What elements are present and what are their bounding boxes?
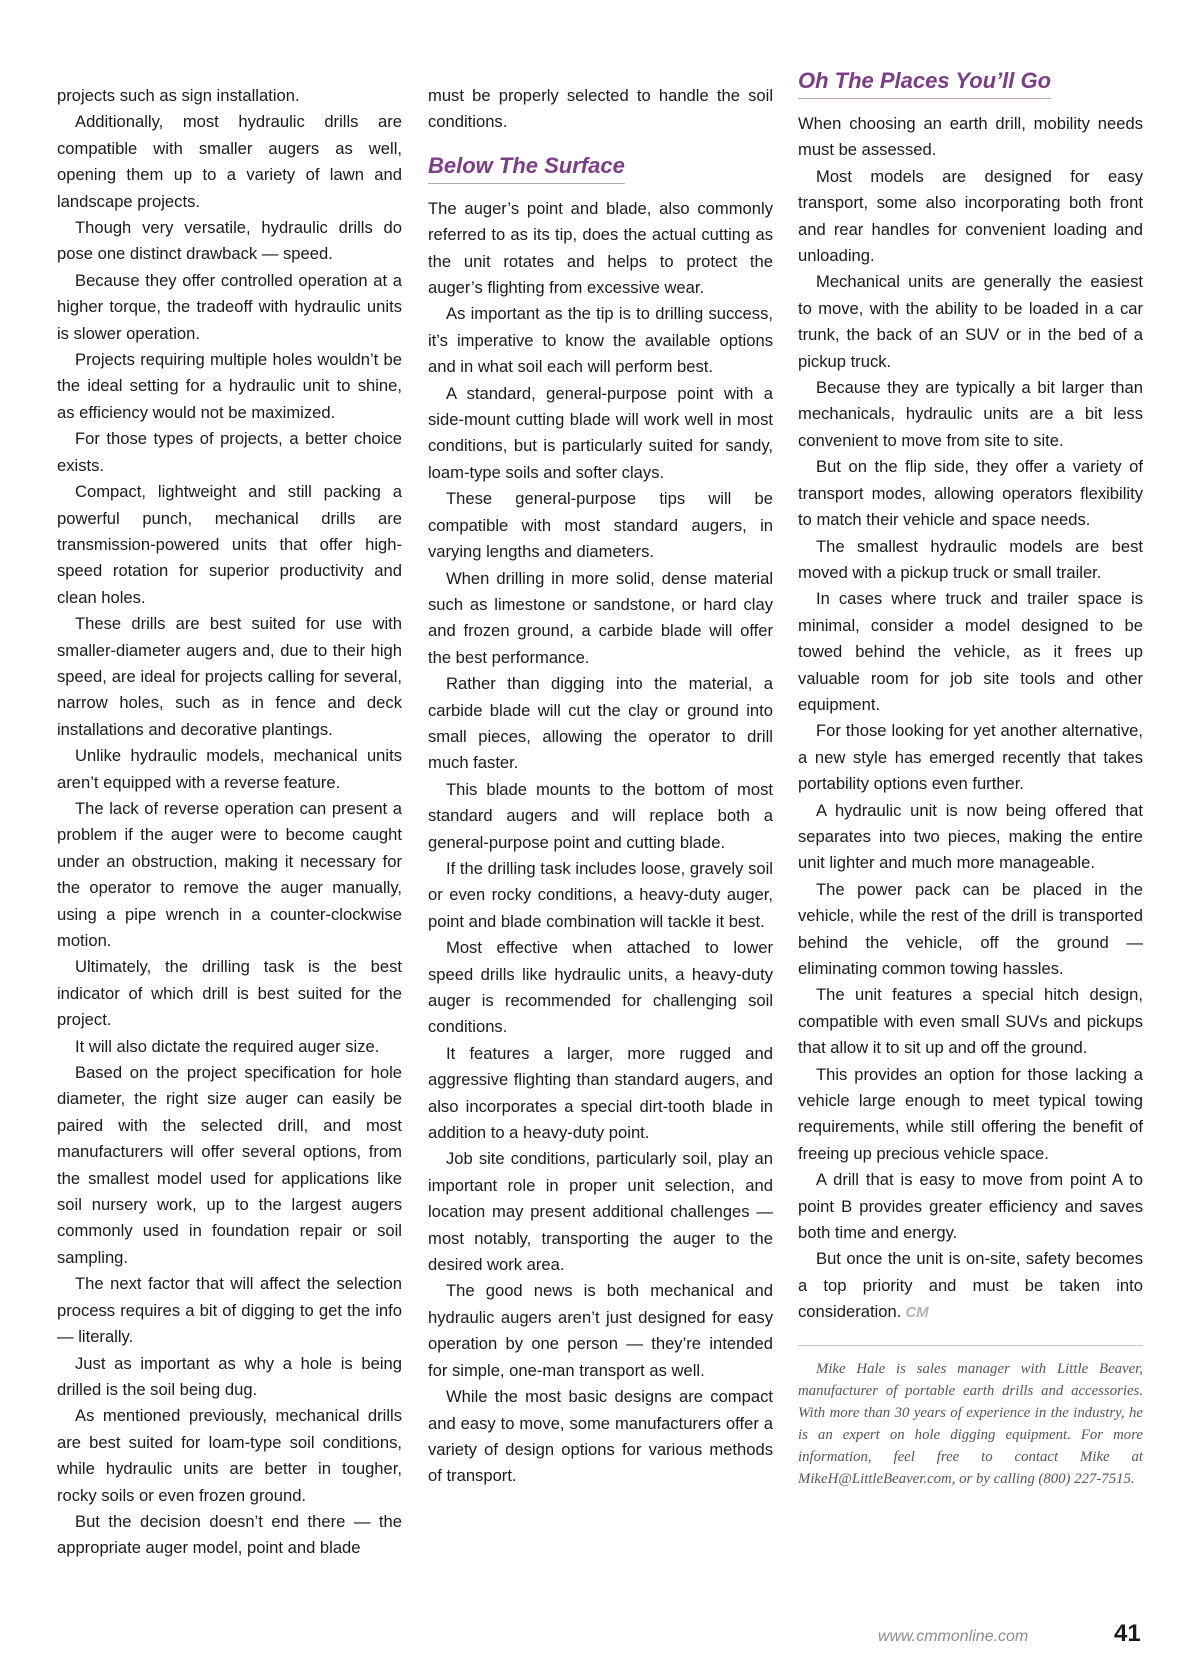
end-mark: CM <box>905 1304 929 1322</box>
paragraph: projects such as sign installation. <box>57 86 300 105</box>
paragraph: Based on the project specification for hole diameter, the right size auger can easily be paired with the selected drill, and most manufacturers will offer several options, from the smallest model used for applications like soil nursery work, up to the largest augers commonly used in foundation repair or soil sampling. <box>57 1063 402 1267</box>
paragraph: The smallest hydraulic models are best moved with a pickup truck or small trailer. <box>798 536 1143 582</box>
paragraph: A standard, general-purpose point with a side-mount cutting blade will work well in most conditions, but is particularly suited for sandy, loam-type soils and softer clays. <box>428 383 773 482</box>
paragraph: Because they offer controlled operation at a higher torque, the tradeoff with hydraulic units is slower operation. <box>57 270 402 343</box>
paragraph: Rather than digging into the material, a carbide blade will cut the clay or ground into small pieces, allowing the operator to drill much faster. <box>428 674 773 773</box>
paragraph: It features a larger, more rugged and aggressive flighting than standard augers, and also incorporates a special dirt-tooth blade in addition to a heavy-duty point. <box>428 1043 773 1143</box>
paragraph: These general-purpose tips will be compatible with most standard augers, in varying lengths and diameters. <box>428 489 773 562</box>
paragraph: This blade mounts to the bottom of most standard augers and will replace both a general-purpose point and cutting blade. <box>428 779 773 852</box>
paragraph: When choosing an earth drill, mobility needs must be assessed. <box>798 114 1143 160</box>
column-2 <box>428 83 773 1490</box>
paragraph: must be properly selected to handle the soil conditions. <box>428 86 773 132</box>
section-heading-below-the-surface: Below The Surface <box>428 152 625 184</box>
paragraph: Most models are designed for easy transport, some also incorporating both front and rear handles for convenient loading and unloading. <box>798 166 1143 266</box>
paragraph: Job site conditions, particularly soil, play an important role in proper unit selection, and location may present additional challenges — most notably, transporting the auger to the desired work area. <box>428 1149 773 1275</box>
paragraph: As mentioned previously, mechanical drills are best suited for loam-type soil conditions, while hydraulic units are better in tougher, rocky soils or even frozen ground. <box>57 1406 402 1505</box>
paragraph: These drills are best suited for use with smaller-diameter augers and, due to their high speed, are ideal for projects calling for several, narrow holes, such as in fence and deck installations and decorative plantings. <box>57 614 402 739</box>
column-1 <box>57 83 402 1562</box>
divider <box>798 1345 1143 1346</box>
paragraph: The power pack can be placed in the vehicle, while the rest of the drill is transported behind the vehicle, off the ground — eliminating common towing hassles. <box>798 879 1143 978</box>
paragraph: For those types of projects, a better choice exists. <box>57 429 402 475</box>
paragraph: Compact, lightweight and still packing a powerful punch, mechanical drills are transmission-powered units that offer high-speed rotation for superior productivity and clean holes. <box>57 482 402 607</box>
paragraph: While the most basic designs are compact and easy to move, some manufacturers offer a variety of design options for various methods of transport. <box>428 1387 773 1486</box>
paragraph: The lack of reverse operation can present a problem if the auger were to become caught under an obstruction, making it necessary for the operator to remove the auger manually, using a pipe wrench in a counter-clockwise motion. <box>57 798 402 950</box>
section-heading-oh-the-places: Oh The Places You’ll Go <box>798 67 1051 99</box>
paragraph: The next factor that will affect the selection process requires a bit of digging to get the info — literally. <box>57 1274 402 1347</box>
paragraph: It will also dictate the required auger size. <box>75 1036 380 1056</box>
paragraph: A drill that is easy to move from point A to point B provides greater efficiency and saves both time and energy. <box>798 1170 1143 1243</box>
paragraph: In cases where truck and trailer space is minimal, consider a model designed to be towed behind the vehicle, as it frees up valuable room for job site tools and other equipment. <box>798 589 1143 714</box>
paragraph: But the decision doesn’t end there — the appropriate auger model, point and blade <box>57 1511 402 1558</box>
paragraph: As important as the tip is to drilling success, it’s imperative to know the available options and in what soil each will perform best. <box>428 304 773 377</box>
paragraph: The auger’s point and blade, also commonly referred to as its tip, does the actual cutting as the unit rotates and helps to protect the auger’s flighting from excessive wear. <box>428 198 773 298</box>
paragraph: This provides an option for those lacking a vehicle large enough to meet typical towing requirements, while still offering the benefit of freeing up precious vehicle space. <box>798 1064 1143 1163</box>
paragraph: The good news is both mechanical and hydraulic augers aren’t just designed for easy operation by one person — they’re intended for simple, one-man transport as well. <box>428 1281 773 1380</box>
paragraph: Because they are typically a bit larger than mechanicals, hydraulic units are a bit less convenient to move from site to site. <box>798 378 1143 450</box>
paragraph: For those looking for yet another alternative, a new style has emerged recently that takes portability options even further. <box>798 721 1143 794</box>
paragraph: When drilling in more solid, dense material such as limestone or sandstone, or hard clay and frozen ground, a carbide blade will offer the best performance. <box>428 568 773 667</box>
page-number: 41 <box>1114 1620 1141 1647</box>
paragraph: Unlike hydraulic models, mechanical units aren’t equipped with a reverse feature. <box>57 746 402 792</box>
paragraph-last-text: But once the unit is on-site, safety becomes a top priority and must be taken into consideration. <box>798 1249 1143 1322</box>
paragraph-last <box>798 1246 1143 1326</box>
paragraph: Most effective when attached to lower speed drills like hydraulic units, a heavy-duty auger is recommended for challenging soil conditions. <box>428 938 773 1037</box>
author-bio: Mike Hale is sales manager with Little Beaver, manufacturer of portable earth drills and accessories. With more than 30 years of experience in the industry, he is an expert on hole digging equipment. For more information, feel free to contact Mike at MikeH@LittleBeaver.com, or by calling (800) 227-7515. <box>798 1360 1143 1487</box>
paragraph: Projects requiring multiple holes wouldn’t be the ideal setting for a hydraulic unit to shine, as efficiency would not be maximized. <box>57 350 402 422</box>
paragraph: Though very versatile, hydraulic drills do pose one distinct drawback — speed. <box>57 218 402 264</box>
column-3 <box>798 67 1143 1490</box>
footer-url[interactable]: www.cmmonline.com <box>878 1628 1029 1645</box>
paragraph: Additionally, most hydraulic drills are compatible with smaller augers as well, opening them up to a variety of lawn and landscape projects. <box>57 112 402 211</box>
paragraph: Ultimately, the drilling task is the best indicator of which drill is best suited for the project. <box>57 957 402 1030</box>
paragraph: But on the flip side, they offer a variety of transport modes, allowing operators flexibility to match their vehicle and space needs. <box>798 457 1143 530</box>
paragraph: Just as important as why a hole is being drilled is the soil being dug. <box>57 1353 402 1399</box>
paragraph: A hydraulic unit is now being offered that separates into two pieces, making the entire unit lighter and much more manageable. <box>798 800 1143 873</box>
paragraph: The unit features a special hitch design, compatible with even small SUVs and pickups that allow it to sit up and off the ground. <box>798 985 1143 1058</box>
paragraph: If the drilling task includes loose, gravely soil or even rocky conditions, a heavy-duty auger, point and blade combination will tackle it best. <box>428 858 773 931</box>
paragraph: Mechanical units are generally the easiest to move, with the ability to be loaded in a car trunk, the back of an SUV or in the bed of a pickup truck. <box>798 272 1143 371</box>
